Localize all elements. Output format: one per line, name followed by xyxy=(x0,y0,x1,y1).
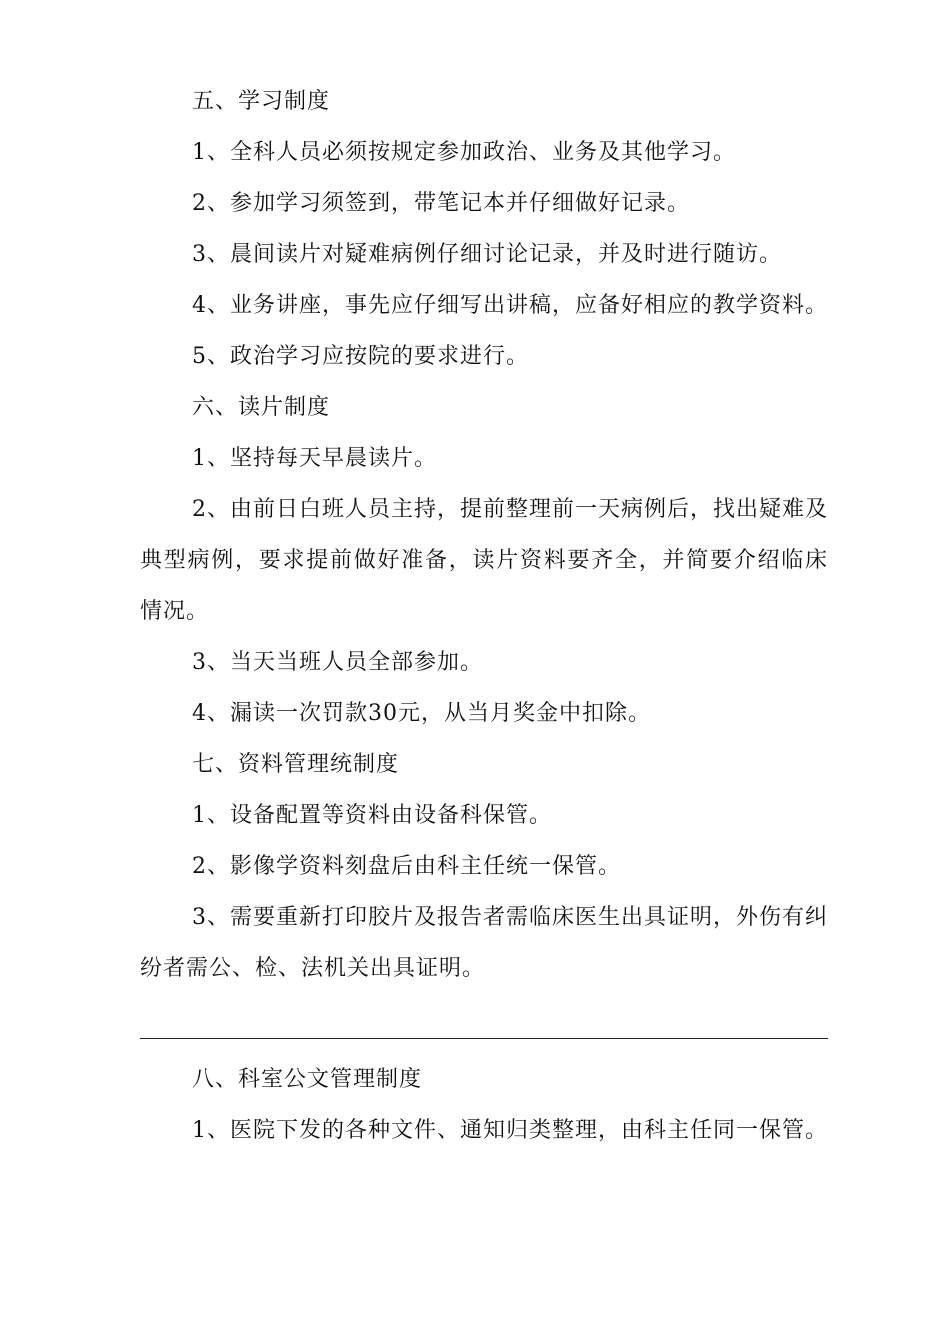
film-rule-4: 4、漏读一次罚款30元，从当月奖金中扣除。 xyxy=(192,701,651,726)
study-rule-2: 2、参加学习须签到，带笔记本并仔细做好记录。 xyxy=(192,191,690,216)
records-rule-2: 2、影像学资料刻盘后由科主任统一保管。 xyxy=(192,854,621,879)
study-rule-1: 1、全科人员必须按规定参加政治、业务及其他学习。 xyxy=(192,140,736,165)
film-rule-1: 1、坚持每天早晨读片。 xyxy=(192,446,437,471)
heading-film-reading-rules: 六、读片制度 xyxy=(192,395,331,420)
study-rule-3: 3、晨间读片对疑难病例仔细讨论记录，并及时进行随访。 xyxy=(192,242,782,267)
records-rule-3: 3、需要重新打印胶片及报告者需临床医生出具证明，外伤有纠纷者需公、检、法机关出具证明。 xyxy=(140,905,828,981)
study-rule-4: 4、业务讲座，事先应仔细写出讲稿，应备好相应的教学资料。 xyxy=(192,293,828,318)
heading-records-management: 七、资料管理统制度 xyxy=(192,752,400,777)
heading-study-rules: 五、学习制度 xyxy=(192,89,331,114)
document-body-lower xyxy=(140,1054,828,1156)
film-rule-3: 3、当天当班人员全部参加。 xyxy=(192,650,483,675)
document-body-upper xyxy=(140,76,828,994)
heading-official-documents: 八、科室公文管理制度 xyxy=(192,1067,423,1092)
documents-rule-1: 1、医院下发的各种文件、通知归类整理，由科主任同一保管。 xyxy=(192,1118,828,1143)
film-rule-2: 2、由前日白班人员主持，提前整理前一天病例后，找出疑难及典型病例，要求提前做好准备，读片资料要齐全，并简要介绍临床情况。 xyxy=(140,497,828,624)
study-rule-5: 5、政治学习应按院的要求进行。 xyxy=(192,344,529,369)
page-divider xyxy=(140,1038,828,1039)
records-rule-1: 1、设备配置等资料由设备科保管。 xyxy=(192,803,552,828)
